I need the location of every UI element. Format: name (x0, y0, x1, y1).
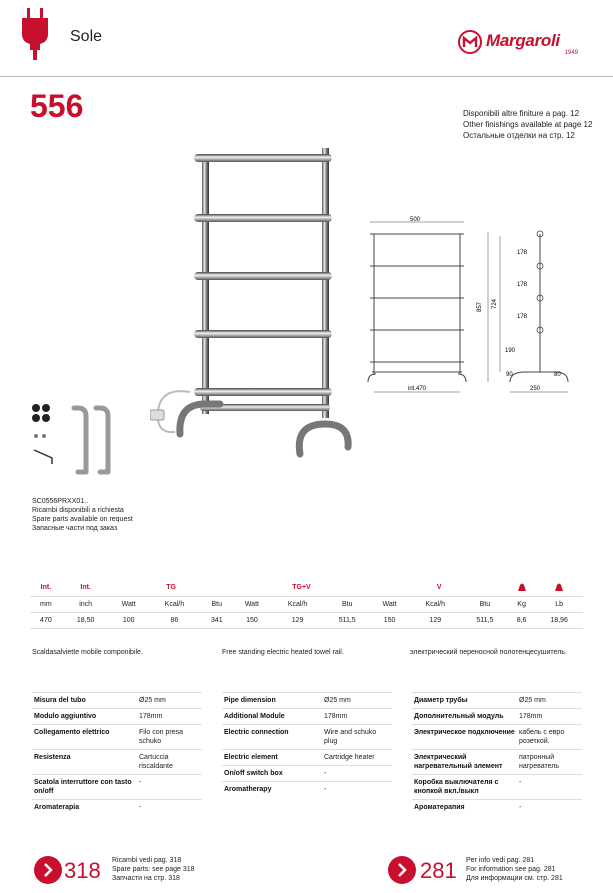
prop-value: - (322, 782, 392, 798)
prop-value: патронный нагреватель (517, 750, 582, 775)
value-cell: 470 (30, 612, 62, 628)
prop-value: Cartuccia riscaldante (137, 750, 202, 775)
prop-row (222, 725, 392, 750)
prop-row (32, 693, 202, 709)
footer-left-ru: Запчасти на стр. 318 (112, 875, 180, 882)
prop-value: - (517, 775, 582, 800)
weight-kg-icon (508, 580, 535, 596)
prop-row (412, 775, 582, 800)
spare-parts-ref (112, 856, 195, 883)
prop-key: Misura del tubo (32, 693, 137, 709)
prop-value: Ø25 mm (322, 693, 392, 709)
prop-row (412, 800, 582, 816)
prop-value: Ø25 mm (517, 693, 582, 709)
prop-row (222, 709, 392, 725)
value-cell: 150 (233, 612, 271, 628)
unit-cell: Watt (233, 596, 271, 612)
unit-cell: mm (30, 596, 62, 612)
footer-right-ru: Для информации см. стр. 281 (466, 875, 563, 882)
unit-cell: Btu (462, 596, 508, 612)
prop-key: Электрическое подключение (412, 725, 517, 750)
spare-parts-link-button[interactable] (34, 856, 62, 884)
value-cell: 511,5 (462, 612, 508, 628)
description-ru: электрический переносной полотенцесушитель. (410, 649, 567, 656)
info-page[interactable]: 281 (420, 858, 457, 883)
prop-row (222, 750, 392, 766)
spare-ru: Запасные части под заказ (32, 525, 118, 532)
unit-cell: Btu (201, 596, 233, 612)
prop-key: Pipe dimension (222, 693, 322, 709)
prop-row (412, 693, 582, 709)
info-link-button[interactable] (388, 856, 416, 884)
dim-interaxis: int.470 (408, 386, 427, 392)
prop-value: Filo con presa schuko (137, 725, 202, 750)
unit-cell: Kcal/h (409, 596, 462, 612)
value-cell: 86 (148, 612, 201, 628)
prop-row (32, 775, 202, 800)
footer-right-it: Per info vedi pag. 281 (466, 857, 535, 864)
dim-foot-left: 90 (506, 372, 513, 378)
unit-cell: Watt (370, 596, 408, 612)
model-number: 556 (30, 88, 84, 124)
value-cell: 18,50 (62, 612, 110, 628)
info-ref (466, 856, 563, 883)
value-cell: 511,5 (324, 612, 370, 628)
hdr-tgv: TG+V (233, 580, 371, 596)
dim-spacing-2: 178 (517, 282, 528, 288)
hdr-int-inch: Int. (62, 580, 110, 596)
unit-cell: Lb (535, 596, 583, 612)
hdr-int-mm: Int. (30, 580, 62, 596)
prop-row (412, 725, 582, 750)
prop-row (412, 750, 582, 775)
footer-left-en: Spare parts: see page 318 (112, 866, 195, 873)
value-cell: 341 (201, 612, 233, 628)
dim-height: 857 (477, 301, 483, 312)
prop-row (412, 709, 582, 725)
finishes-note (463, 108, 592, 141)
weight-lb-icon (535, 580, 583, 596)
unit-cell: Watt (109, 596, 147, 612)
unit-cell: Kcal/h (271, 596, 324, 612)
finishes-it: Disponibili altre finiture a pag. 12 (463, 109, 580, 118)
prop-key: Дополнительный модуль (412, 709, 517, 725)
brand-year: 1949 (564, 50, 578, 56)
specs-table (30, 580, 583, 629)
prop-row (32, 750, 202, 775)
prop-key: On/off switch box (222, 766, 322, 782)
prop-row (222, 782, 392, 798)
spare-it: Ricambi disponibili a richiesta (32, 507, 124, 514)
properties-it (32, 692, 202, 815)
finishes-ru: Остальные отделки на стр. 12 (463, 131, 575, 140)
description-it: Scaldasalviette mobile componibile. (32, 649, 143, 656)
chevron-right-icon (34, 856, 62, 884)
value-cell: 8,6 (508, 612, 535, 628)
series-title: Sole (70, 28, 103, 45)
product-image (150, 142, 360, 472)
unit-cell: Btu (324, 596, 370, 612)
prop-value: - (517, 800, 582, 816)
description-en: Free standing electric heated towel rail. (222, 649, 344, 656)
prop-value: 178mm (517, 709, 582, 725)
value-cell: 129 (271, 612, 324, 628)
unit-cell: Kcal/h (148, 596, 201, 612)
prop-value: 178mm (137, 709, 202, 725)
prop-key: Ароматерапия (412, 800, 517, 816)
prop-value: - (137, 775, 202, 800)
specs-values-row (30, 612, 583, 628)
prop-value: - (322, 766, 392, 782)
brand-name: Margaroli (486, 31, 560, 50)
hdr-tg: TG (109, 580, 232, 596)
prop-row (32, 709, 202, 725)
spare-parts-image (30, 402, 120, 482)
specs-header-row (30, 580, 583, 596)
dim-depth: 250 (530, 386, 541, 392)
prop-value: Ø25 mm (137, 693, 202, 709)
prop-key: Electric element (222, 750, 322, 766)
value-cell: 129 (409, 612, 462, 628)
brand-emblem-icon (458, 30, 482, 54)
specs-units-row (30, 596, 583, 612)
prop-key: Aromaterapia (32, 800, 137, 816)
prop-value: Cartridge heater (322, 750, 392, 766)
prop-key: Диаметр трубы (412, 693, 517, 709)
prop-key: Modulo aggiuntivo (32, 709, 137, 725)
prop-row (32, 800, 202, 816)
dim-spacing-1: 178 (517, 250, 528, 256)
prop-key: Aromatherapy (222, 782, 322, 798)
prop-row (222, 766, 392, 782)
dim-bottom-gap: 190 (505, 348, 516, 354)
prop-key: Коробка выключателя с кнопкой вкл./выкл (412, 775, 517, 800)
brand-logo (458, 28, 578, 58)
dim-foot-right: 80 (554, 372, 561, 378)
prop-value: 178mm (322, 709, 392, 725)
dim-height-inner: 724 (492, 298, 498, 309)
dim-width: 500 (410, 217, 421, 223)
dimension-drawing (360, 212, 570, 402)
plug-icon (18, 8, 52, 60)
prop-key: Электрический нагревательный элемент (412, 750, 517, 775)
value-cell: 150 (370, 612, 408, 628)
spare-parts-page[interactable]: 318 (64, 858, 101, 883)
prop-key: Resistenza (32, 750, 137, 775)
prop-key: Scatola interruttore con tasto on/off (32, 775, 137, 800)
prop-value: Wire and schuko plug (322, 725, 392, 750)
unit-cell: inch (62, 596, 110, 612)
prop-key: Collegamento elettrico (32, 725, 137, 750)
prop-key: Additional Module (222, 709, 322, 725)
dim-spacing-3: 178 (517, 314, 528, 320)
properties-ru (412, 692, 582, 815)
footer-right-en: For information see pag. 281 (466, 866, 556, 873)
chevron-right-icon (388, 856, 416, 884)
header-divider (0, 76, 613, 77)
prop-row (222, 693, 392, 709)
prop-row (32, 725, 202, 750)
spare-en: Spare parts available on request (32, 516, 133, 523)
hdr-v: V (370, 580, 508, 596)
spare-parts-note (32, 497, 133, 533)
finishes-en: Other finishings available at page 12 (463, 120, 593, 129)
prop-value: - (137, 800, 202, 816)
prop-key: Electric connection (222, 725, 322, 750)
properties-en (222, 692, 392, 797)
value-cell: 100 (109, 612, 147, 628)
value-cell: 18,96 (535, 612, 583, 628)
unit-cell: Kg (508, 596, 535, 612)
footer-left-it: Ricambi vedi pag. 318 (112, 857, 182, 864)
prop-value: кабель с евро розеткой. (517, 725, 582, 750)
spare-code: SC0556PRXX01.. (32, 498, 89, 505)
